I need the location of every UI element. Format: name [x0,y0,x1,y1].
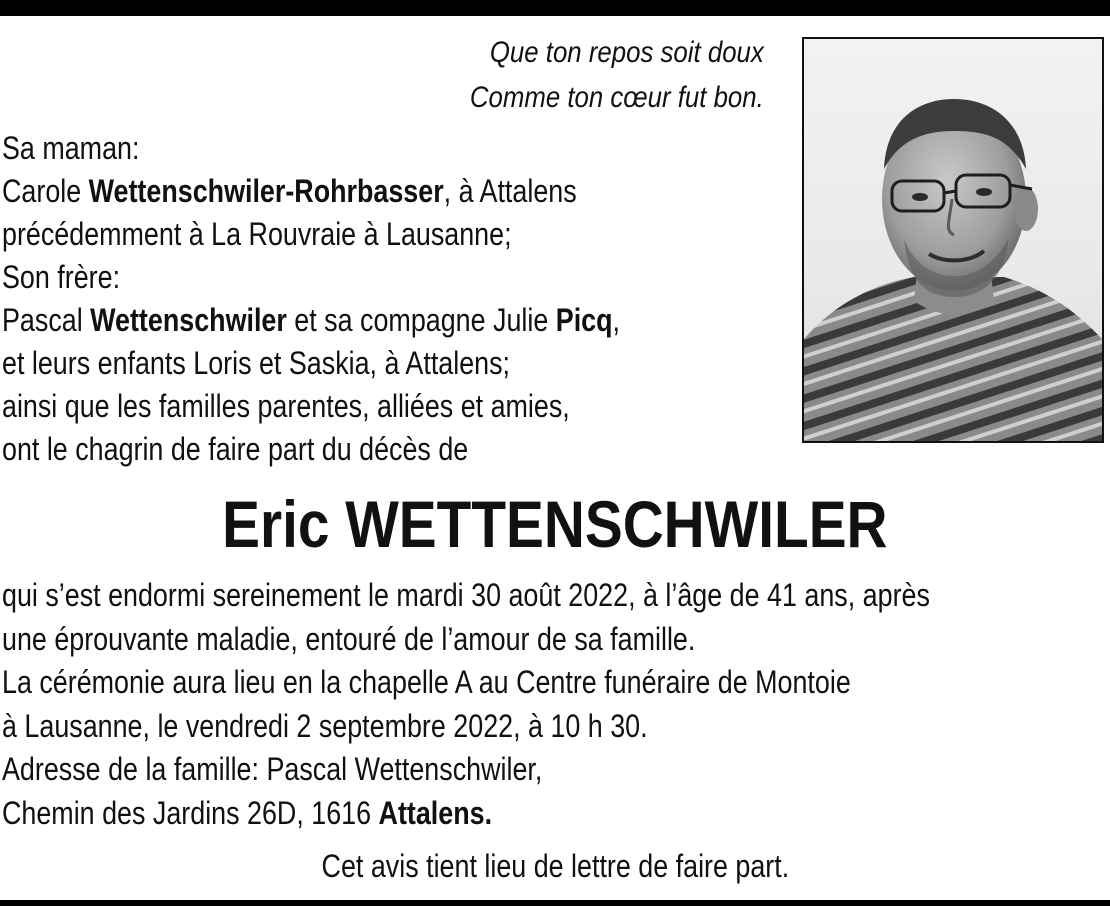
portrait-photo-icon [804,39,1102,441]
children-line: et leurs enfants Loris et Saskia, à Attalens; [2,345,511,381]
body-line-6 [2,792,930,836]
brother-first: Pascal [2,302,91,338]
brother-label: Son frère: [2,259,121,295]
mother-last: Wettenschwiler-Rohrbasser [88,173,444,209]
address-town: Attalens. [378,794,493,831]
bottom-rule [0,900,1110,906]
deceased-name-text: Eric WETTENSCHWILER [222,487,888,561]
family-list [2,127,620,471]
body-line-2: une éprouvante maladie, entouré de l’amour de sa famille. [2,620,696,657]
brother-last: Wettenschwiler [90,302,287,338]
body-line-4: à Lausanne, le vendredi 2 septembre 2022, à 10 h 30. [2,707,648,744]
deceased-name [0,484,1110,564]
families-line: ainsi que les familles parentes, alliées et amies, [2,388,570,424]
body-line-3: La cérémonie aura lieu en la chapelle A au Centre funéraire de Montoie [2,664,851,700]
brother-line [2,299,620,342]
mother-place: , à Attalens [443,173,577,209]
footer-text: Cet avis tient lieu de lettre de faire part. [321,848,789,884]
portrait-photo [802,37,1104,443]
top-rule [0,0,1110,16]
announce-line: ont le chagrin de faire part du décès de [2,431,469,467]
epigraph [470,30,764,120]
mother-label: Sa maman: [2,130,140,166]
footer-note [0,845,1110,888]
mother-previous: précédemment à La Rouvraie à Lausanne; [2,216,512,252]
epigraph-line-2: Comme ton cœur fut bon. [470,81,764,114]
mother-first: Carole [2,173,89,209]
body-line-1: qui s’est endormi sereinement le mardi 30 août 2022, à l’âge de 41 ans, après [2,577,930,613]
address-street: Chemin des Jardins 26D, 1616 [2,794,379,831]
brother-end: , [612,302,621,338]
mother-line [2,170,620,213]
partner-last: Picq [555,302,613,338]
epigraph-line-1: Que ton repos soit doux [490,36,764,69]
brother-mid: et sa compagne Julie [286,302,556,338]
announcement-body [2,574,930,835]
body-line-5: Adresse de la famille: Pascal Wettenschwiler, [2,751,543,787]
